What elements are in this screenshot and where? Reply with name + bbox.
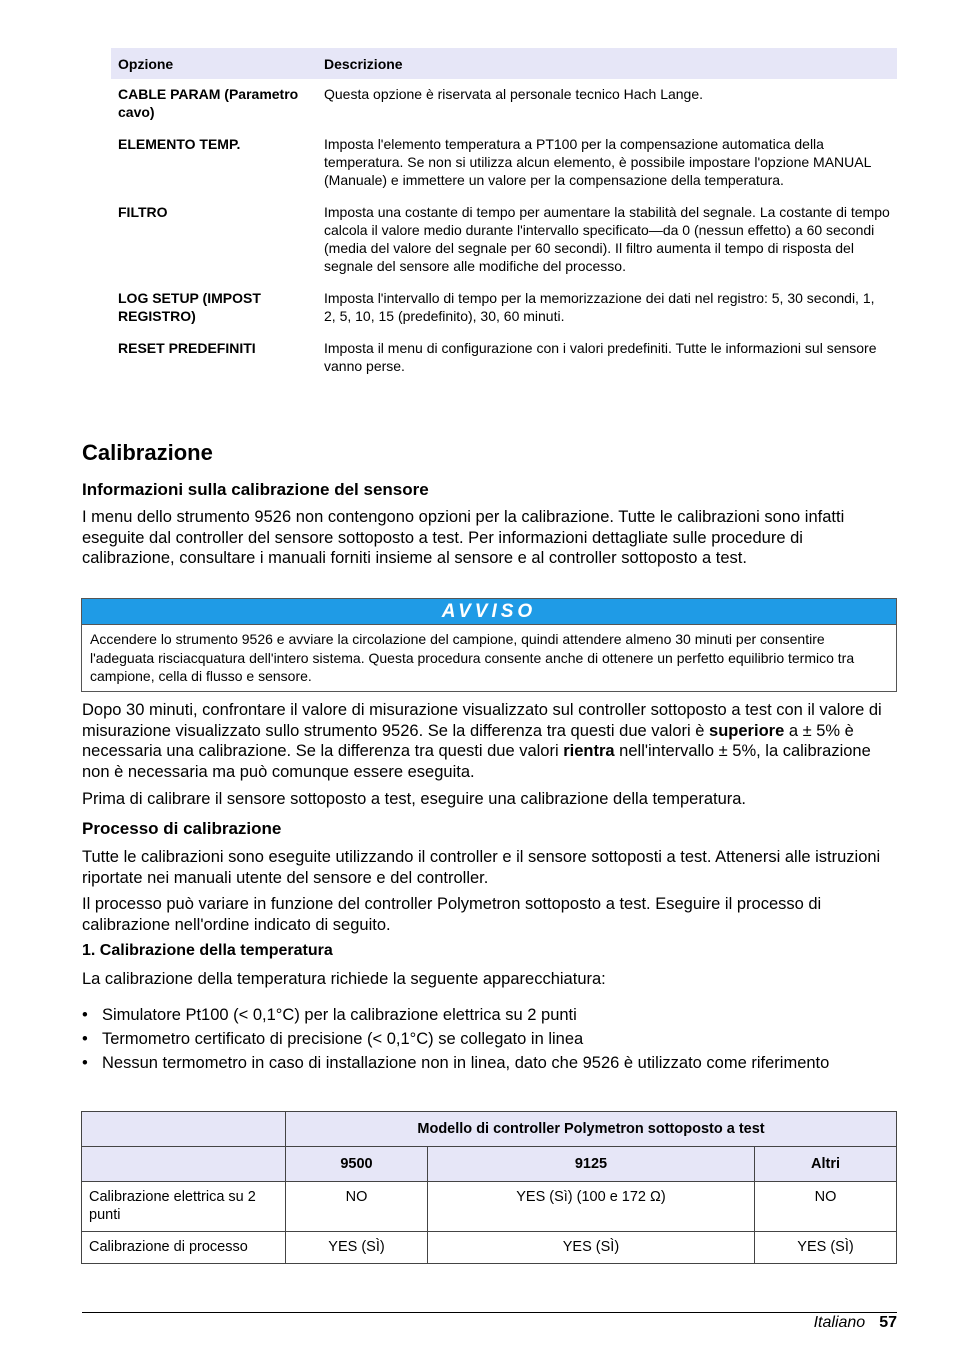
- list-item: [82, 1029, 897, 1050]
- text-span: a ± 5% è necessaria una calibrazione. Se la differenza tra questi due valori: [82, 721, 854, 760]
- header-option: Opzione: [111, 48, 317, 79]
- bold-text: superiore: [709, 721, 785, 740]
- paragraph-process-info: Tutte le calibrazioni sono eseguite utilizzando il controller e il sensore sottoposti a test. Attenersi alle istruzioni riportate nei manuali utente del sensore e del controller.: [82, 848, 881, 887]
- option-description: Imposta l'elemento temperatura a PT100 per la compensazione automatica della temperatura. Se non si utilizza alcun elemento, è possibile impostare l'opzione MANUAL (Manuale) e immettere un valore per la compensazione della temperatura.: [324, 136, 871, 188]
- option-description: Questa opzione è riservata al personale tecnico Hach Lange.: [324, 86, 704, 102]
- table-row: [111, 333, 897, 383]
- notice-text: Accendere lo strumento 9526 e avviare la circolazione del campione, quindi attendere almeno 30 minuti per consentire l'adeguata risciacquatura dell'intero sistema. Questa procedura consente anche di ottenere un perfetto equilibrio termico tra campione, cella di flusso e sensore.: [90, 631, 855, 684]
- option-description: Imposta il menu di configurazione con i valori predefiniti. Tutte le informazioni sul sensore vanno perse.: [324, 340, 877, 374]
- option-name: RESET PREDEFINITI: [118, 340, 256, 356]
- table-row: [111, 197, 897, 283]
- table-row: [111, 129, 897, 197]
- table-cell: YES (SÌ): [754, 1232, 896, 1264]
- group-header: Modello di controller Polymetron sottoposto a test: [286, 1112, 897, 1147]
- equipment-list: [82, 1005, 897, 1077]
- empty-header-cell: [82, 1112, 286, 1147]
- notice-box: [81, 598, 897, 692]
- footer-language: Italiano: [813, 1314, 866, 1331]
- subsection-title-sensor-calibration: Informazioni sulla calibrazione del sensore: [82, 480, 429, 499]
- bullet-icon: •: [82, 1030, 88, 1048]
- text-span: Dopo 30 minuti, confrontare il valore di misurazione visualizzato sul controller sottoposto a test con il valore di misurazione visualizzato sullo strumento 9526. Se la differenza tra questi due valori è: [82, 701, 882, 740]
- section-title: Calibrazione: [82, 440, 213, 465]
- controller-table: [81, 1111, 897, 1264]
- table-cell: YES (SÌ): [427, 1232, 754, 1264]
- paragraph-process-order: Il processo può variare in funzione del controller Polymetron sottoposto a test. Eseguire il processo di calibrazione nell'ordine indicato di seguito.: [82, 895, 822, 934]
- column-header: Altri: [754, 1147, 896, 1182]
- table-header-row: [82, 1112, 897, 1147]
- table-cell: NO: [286, 1182, 428, 1232]
- page-number: 57: [879, 1314, 897, 1331]
- list-item-text: Simulatore Pt100 (< 0,1°C) per la calibrazione elettrica su 2 punti: [102, 1006, 577, 1024]
- table-cell: NO: [754, 1182, 896, 1232]
- table-cell: YES (SÌ): [286, 1232, 428, 1264]
- footer-divider: [82, 1312, 897, 1313]
- table-row: [111, 283, 897, 333]
- row-label: Calibrazione elettrica su 2 punti: [82, 1182, 286, 1232]
- list-item: [82, 1053, 897, 1074]
- list-item: [82, 1005, 897, 1026]
- table-row: [82, 1232, 897, 1264]
- table-header-row: [82, 1147, 897, 1182]
- step-title-temperature: 1. Calibrazione della temperatura: [82, 942, 333, 959]
- option-name: LOG SETUP (IMPOST REGISTRO): [118, 290, 261, 324]
- bold-text: rientra: [563, 742, 615, 760]
- option-description: Imposta una costante di tempo per aumentare la stabilità del segnale. La costante di tempo calcola il valore medio durante l'intervallo specificato—da 0 (nessun effetto) a 60 secondi (media del valore del segnale per 60 secondi). Il filtro aumenta il tempo di risposta del segnale del sensore alle modifiche del processo.: [324, 204, 890, 274]
- page-footer: [814, 1313, 897, 1333]
- column-header: 9125: [427, 1147, 754, 1182]
- subsection-title-process: Processo di calibrazione: [82, 819, 282, 838]
- bullet-icon: •: [82, 1054, 88, 1072]
- option-name: FILTRO: [118, 204, 168, 220]
- header-description: Descrizione: [317, 48, 897, 79]
- table-row: [82, 1182, 897, 1232]
- list-item-text: Nessun termometro in caso di installazione non in linea, dato che 9526 è utilizzato come riferimento: [102, 1054, 830, 1072]
- empty-header-cell: [82, 1147, 286, 1182]
- option-name: ELEMENTO TEMP.: [118, 136, 241, 152]
- row-label: Calibrazione di processo: [82, 1232, 286, 1264]
- paragraph-calibration-info: I menu dello strumento 9526 non contengono opzioni per la calibrazione. Tutte le calibrazioni sono infatti eseguite dal controller del sensore sottoposto a test. Per informazioni dettagliate sulle procedure di calibrazione, consultare i manuali forniti insieme al sensore e al controller sottoposto a test.: [82, 508, 845, 567]
- column-header: 9500: [286, 1147, 428, 1182]
- table-row: [111, 79, 897, 129]
- paragraph-equipment: La calibrazione della temperatura richiede la seguente apparecchiatura:: [82, 970, 606, 988]
- table-cell: YES (Sì) (100 e 172 Ω): [427, 1182, 754, 1232]
- notice-title: AVVISO: [82, 599, 896, 625]
- bullet-icon: •: [82, 1006, 88, 1024]
- paragraph-temperature-first: Prima di calibrare il sensore sottoposto a test, eseguire una calibrazione della temperatura.: [82, 790, 747, 808]
- option-description: Imposta l'intervallo di tempo per la memorizzazione dei dati nel registro: 5, 30 secondi, 1, 2, 5, 10, 15 (predefinito), 30, 60 minuti.: [324, 290, 875, 324]
- list-item-text: Termometro certificato di precisione (< 0,1°C) se collegato in linea: [102, 1030, 584, 1048]
- options-table: [111, 48, 897, 383]
- options-table-header: [111, 48, 897, 79]
- text-span: nell'intervallo ± 5%, la calibrazione non è necessaria ma può comunque essere eseguita.: [82, 742, 871, 781]
- paragraph-compare-values: [82, 700, 897, 782]
- option-name: CABLE PARAM (Parametro cavo): [118, 86, 299, 120]
